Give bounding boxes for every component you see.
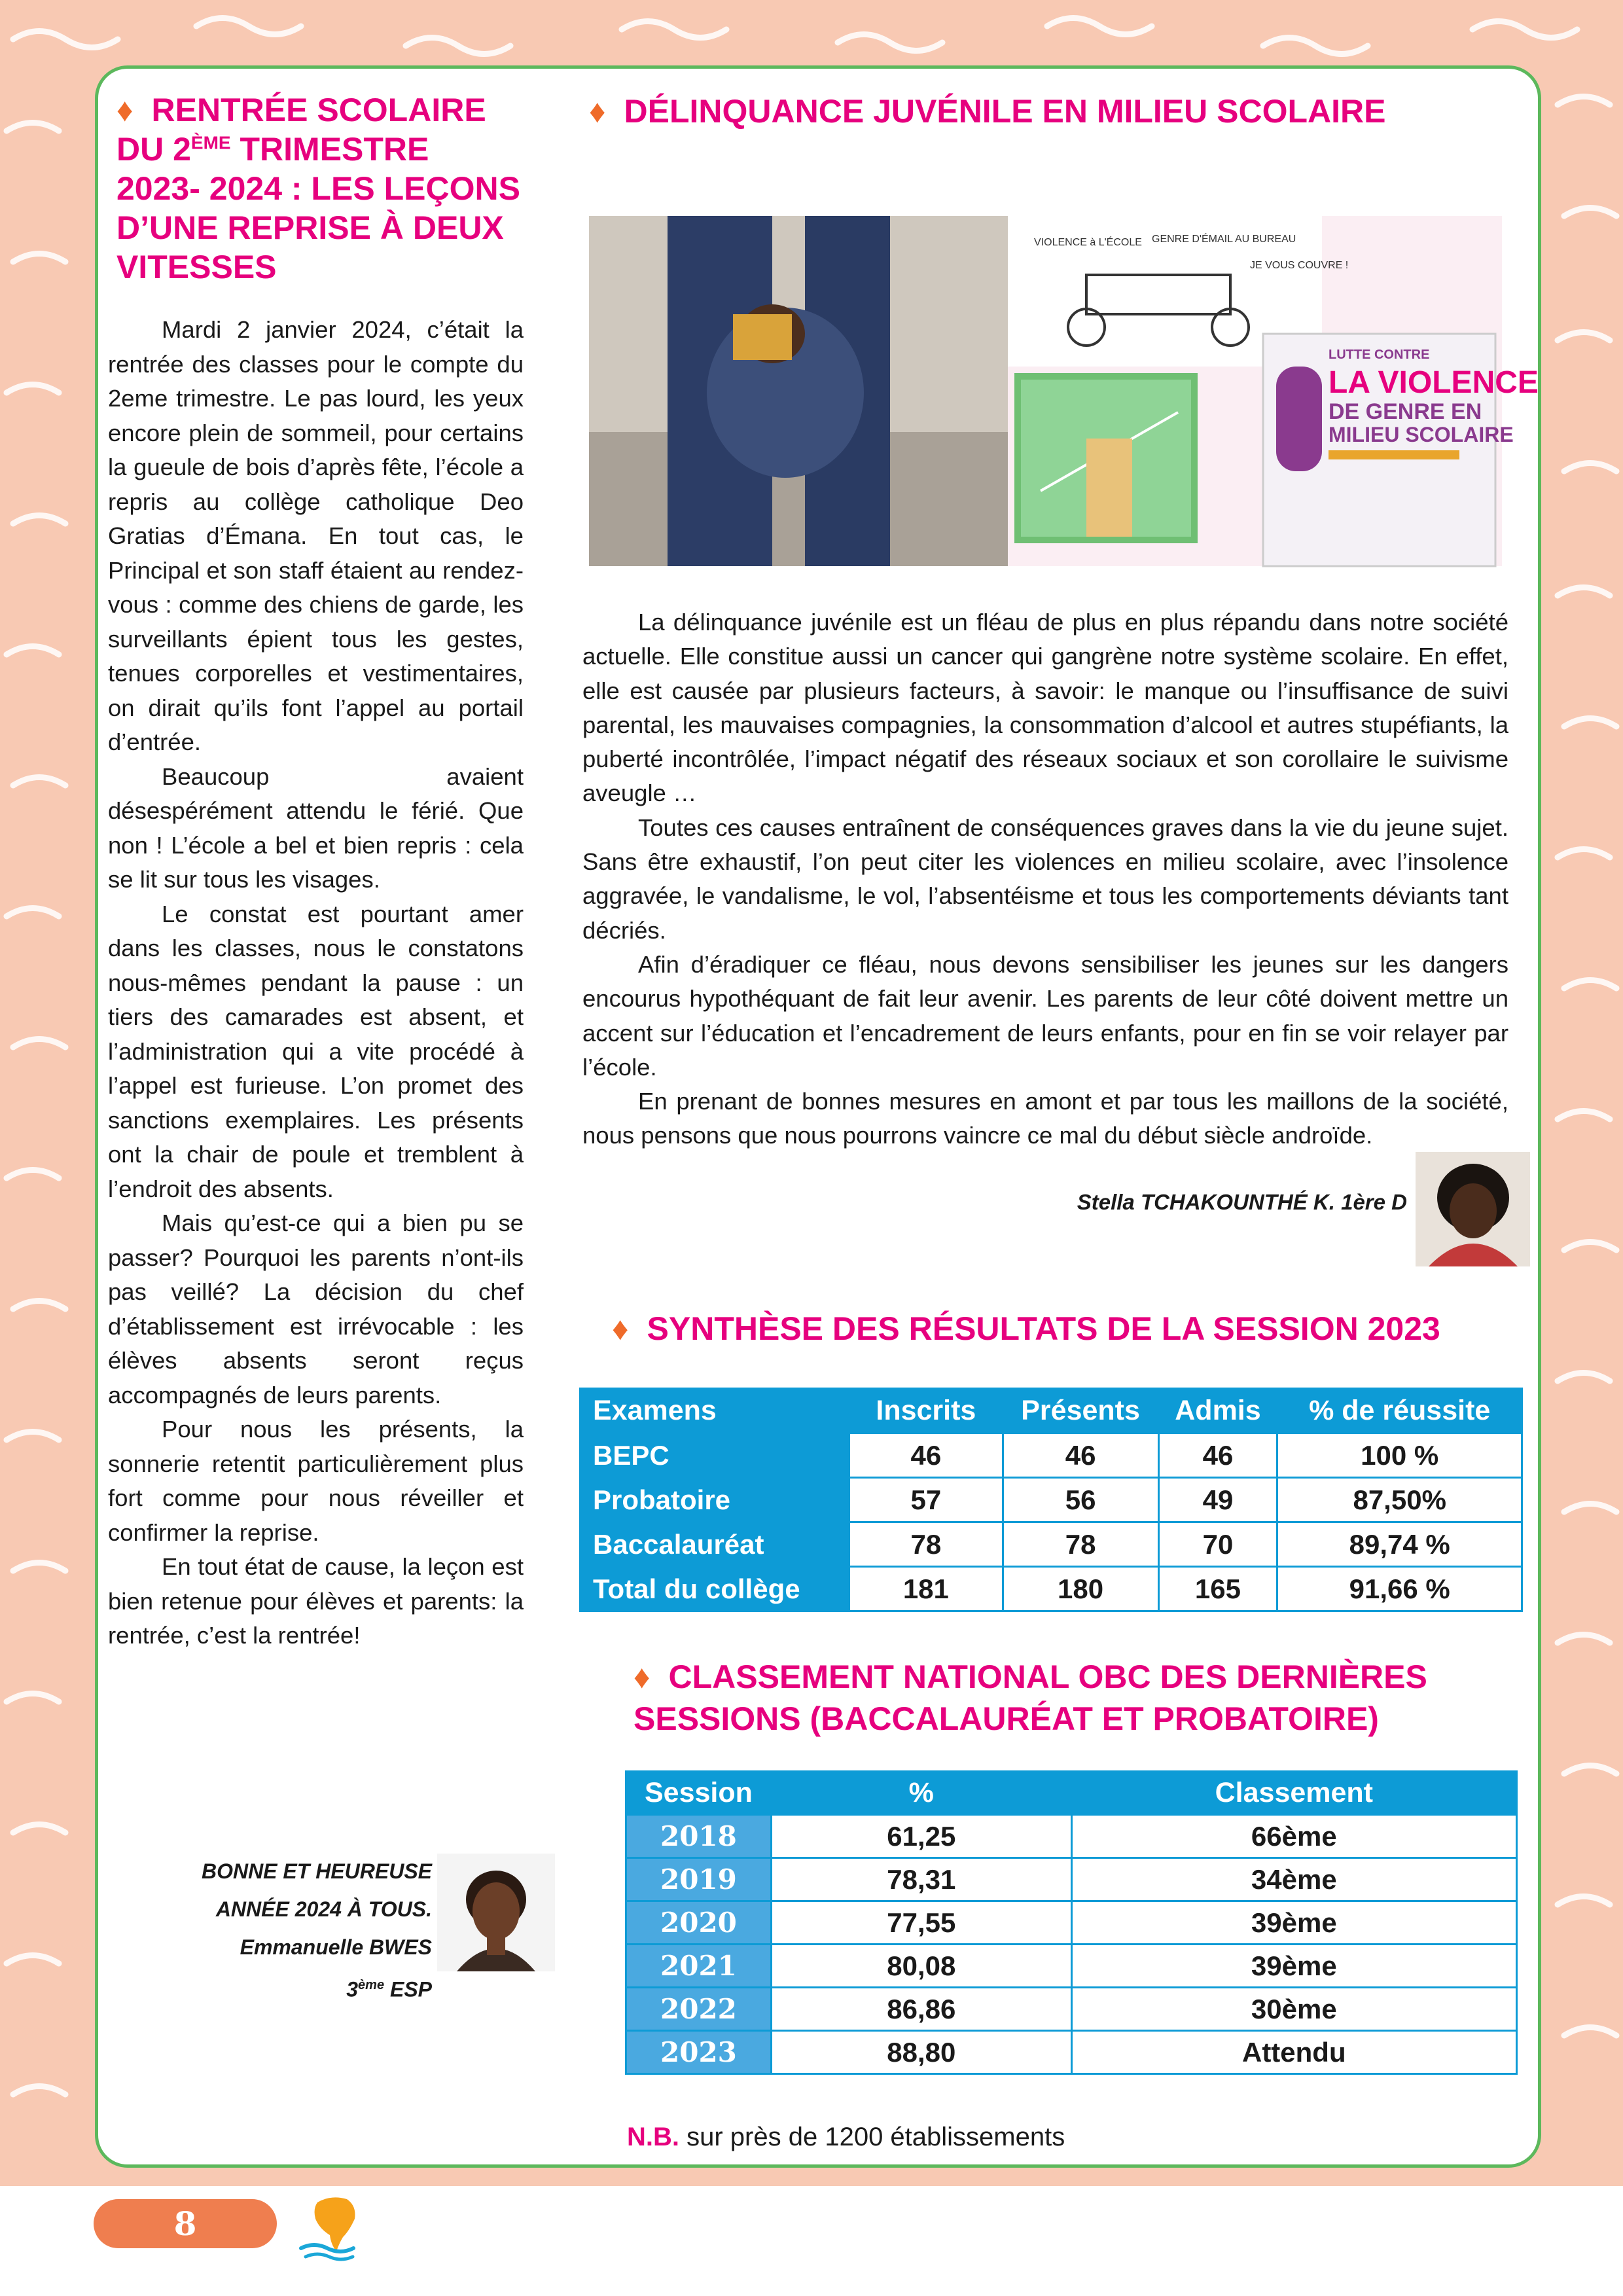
paragraph: Mardi 2 janvier 2024, c’était la rentrée des classes pour le compte du 2eme trimestre. Le pas lourd, les yeux encore plein de sommeil, pour certains la gueule de bois d’après fête, l’école a repris au collège catholique Deo Gratias d’Émana. En tout cas, le Principal et son staff étaient au rendez-vous : comme des chiens de garde, les surveillants épient tous les gestes, tenues corporelles et vestimentaires, on dirait qu’ils font l’appel au portail d’entrée. xyxy=(108,316,524,755)
author-avatar-emmanuelle xyxy=(437,1854,555,1971)
left-article-signature: BONNE ET HEUREUSE ANNÉE 2024 À TOUS. Emmanuelle BWES 3ème ESP xyxy=(201,1859,432,2001)
poster-text: LUTTE CONTRE xyxy=(1329,348,1430,362)
table-row: 2021 80,08 39ème xyxy=(626,1945,1517,1988)
right-article-signature: Stella TCHAKOUNTHÉ K. 1ère D xyxy=(1077,1190,1407,1214)
footnote: N.B. sur près de 1200 établissements xyxy=(627,2123,1065,2151)
table-row: 2019 78,31 34ème xyxy=(626,1858,1517,1901)
column-header: % xyxy=(771,1772,1071,1815)
synthese-table xyxy=(579,1388,1523,1612)
poster-text: MILIEU SCOLAIRE xyxy=(1329,423,1514,446)
column-header: Présents xyxy=(1003,1389,1158,1433)
table-header-row xyxy=(580,1389,1522,1433)
table-row: Probatoire 57 56 49 87,50% xyxy=(580,1478,1522,1522)
africa-logo-icon xyxy=(291,2186,370,2265)
left-article-body xyxy=(108,313,524,1653)
article-illustration xyxy=(589,216,1539,566)
table-row: 2020 77,55 39ème xyxy=(626,1901,1517,1945)
table-row: Total du collège 181 180 165 91,66 % xyxy=(580,1567,1522,1611)
author-avatar-stella xyxy=(1416,1152,1530,1266)
paragraph: La délinquance juvénile est un fléau de plus en plus répandu dans notre société actuelle. Elle constitue aussi un cancer qui gangrène notre système scolaire. En effet, elle est causée par plusieurs facteurs, à savoir: le manque ou l’insuffisance de suivi parental, les mauvaises compagnies, la consommation d’alcool et autres stupéfiants, la puberté incontrôlée, l’impact négatif des réseaux sociaux et son corollaire le suivisme aveugle … xyxy=(582,609,1508,807)
diamond-bullet-icon: ♦ xyxy=(116,92,134,128)
paragraph: Pour nous les présents, la sonnerie retentit particulièrement plus fort comme pour nous réveiller et confirmer la reprise. xyxy=(108,1416,524,1546)
cartoon-caption: GENRE D'ÉMAIL AU BUREAU xyxy=(1152,234,1296,245)
table-row: BEPC 46 46 46 100 % xyxy=(580,1433,1522,1478)
right-article-body xyxy=(582,605,1508,1153)
poster-text: LA VIOLENCE xyxy=(1329,365,1539,400)
cartoon-caption: VIOLENCE à L'ÉCOLE xyxy=(1034,237,1142,248)
paragraph: En prenant de bonnes mesures en amont et par tous les maillons de la société, nous pensons que nous pourrons vaincre ce mal du début siècle androïde. xyxy=(582,1088,1508,1149)
page-number: 8 xyxy=(94,2199,277,2248)
poster-text: DE GENRE EN xyxy=(1329,399,1482,424)
table-row: 2023 88,80 Attendu xyxy=(626,2031,1517,2074)
column-header: Admis xyxy=(1158,1389,1277,1433)
diamond-bullet-icon: ♦ xyxy=(589,93,606,130)
column-header: % de réussite xyxy=(1277,1389,1522,1433)
table-row: 2018 61,25 66ème xyxy=(626,1815,1517,1858)
paragraph: Beaucoup avaient désespérément attendu le férié. Que non ! L’école a bel et bien repris : cela se lit sur tous les visages. xyxy=(108,762,524,893)
table-row: Baccalauréat 78 78 70 89,74 % xyxy=(580,1522,1522,1567)
paragraph: Toutes ces causes entraînent de conséquences graves dans la vie du jeune sujet. Sans être exhaustif, l’on peut citer les violences en milieu scolaire, avec l’insolence aggravée, le vandalisme, le vol, l’absentéisme et tous les comportements déviants tant décriés. xyxy=(582,814,1508,944)
left-article-title: ♦ RENTRÉE SCOLAIRE DU 2ÈME TRIMESTRE 2023- 2024 : LES LEÇONS D’UNE REPRISE À DEUX VITESSES xyxy=(116,92,520,285)
diamond-bullet-icon: ♦ xyxy=(633,1659,651,1695)
column-header: Examens xyxy=(580,1389,849,1433)
paragraph: Afin d’éradiquer ce fléau, nous devons sensibiliser les jeunes sur les dangers encourus hypothéquant de fait leur avenir. Les parents de leur côté doivent mettre un accent sur l’éducation et l’encadrement de leurs enfants, pour en fin se voir relayer par l’école. xyxy=(582,950,1508,1081)
paragraph: Le constat est pourtant amer dans les classes, nous le constatons nous-mêmes pendant la pause : un tiers des camarades est absent, et l’administration qui a vite procédé à l’appel est furieuse. L’on promet des sanctions exemplaires. Les présents ont la chair de poule et tremblent à l’endroit des absents. xyxy=(108,900,524,1202)
table-header-row xyxy=(626,1772,1517,1815)
synthese-title: ♦ SYNTHÈSE DES RÉSULTATS DE LA SESSION 2023 xyxy=(612,1310,1440,1347)
column-header: Inscrits xyxy=(849,1389,1003,1433)
paragraph: Mais qu’est-ce qui a bien pu se passer? Pourquoi les parents n’ont-ils pas veillé? La décision du chef d’établissement est irrévocable : les élèves absents seront reçus accompagnés de leurs parents. xyxy=(108,1210,524,1408)
diamond-bullet-icon: ♦ xyxy=(612,1310,629,1347)
paragraph: En tout état de cause, la leçon est bien retenue pour élèves et parents: la rentrée, c’est la rentrée! xyxy=(108,1553,524,1649)
cartoon-caption: JE VOUS COUVRE ! xyxy=(1250,260,1349,271)
table-row: 2022 86,86 30ème xyxy=(626,1988,1517,2031)
classement-table xyxy=(625,1770,1518,2075)
column-header: Session xyxy=(626,1772,772,1815)
column-header: Classement xyxy=(1071,1772,1516,1815)
right-article-title: ♦ DÉLINQUANCE JUVÉNILE EN MILIEU SCOLAIRE xyxy=(589,93,1386,130)
classement-title: ♦ CLASSEMENT NATIONAL OBC DES DERNIÈRES SESSIONS (BACCALAURÉAT ET PROBATOIRE) xyxy=(633,1659,1427,1737)
